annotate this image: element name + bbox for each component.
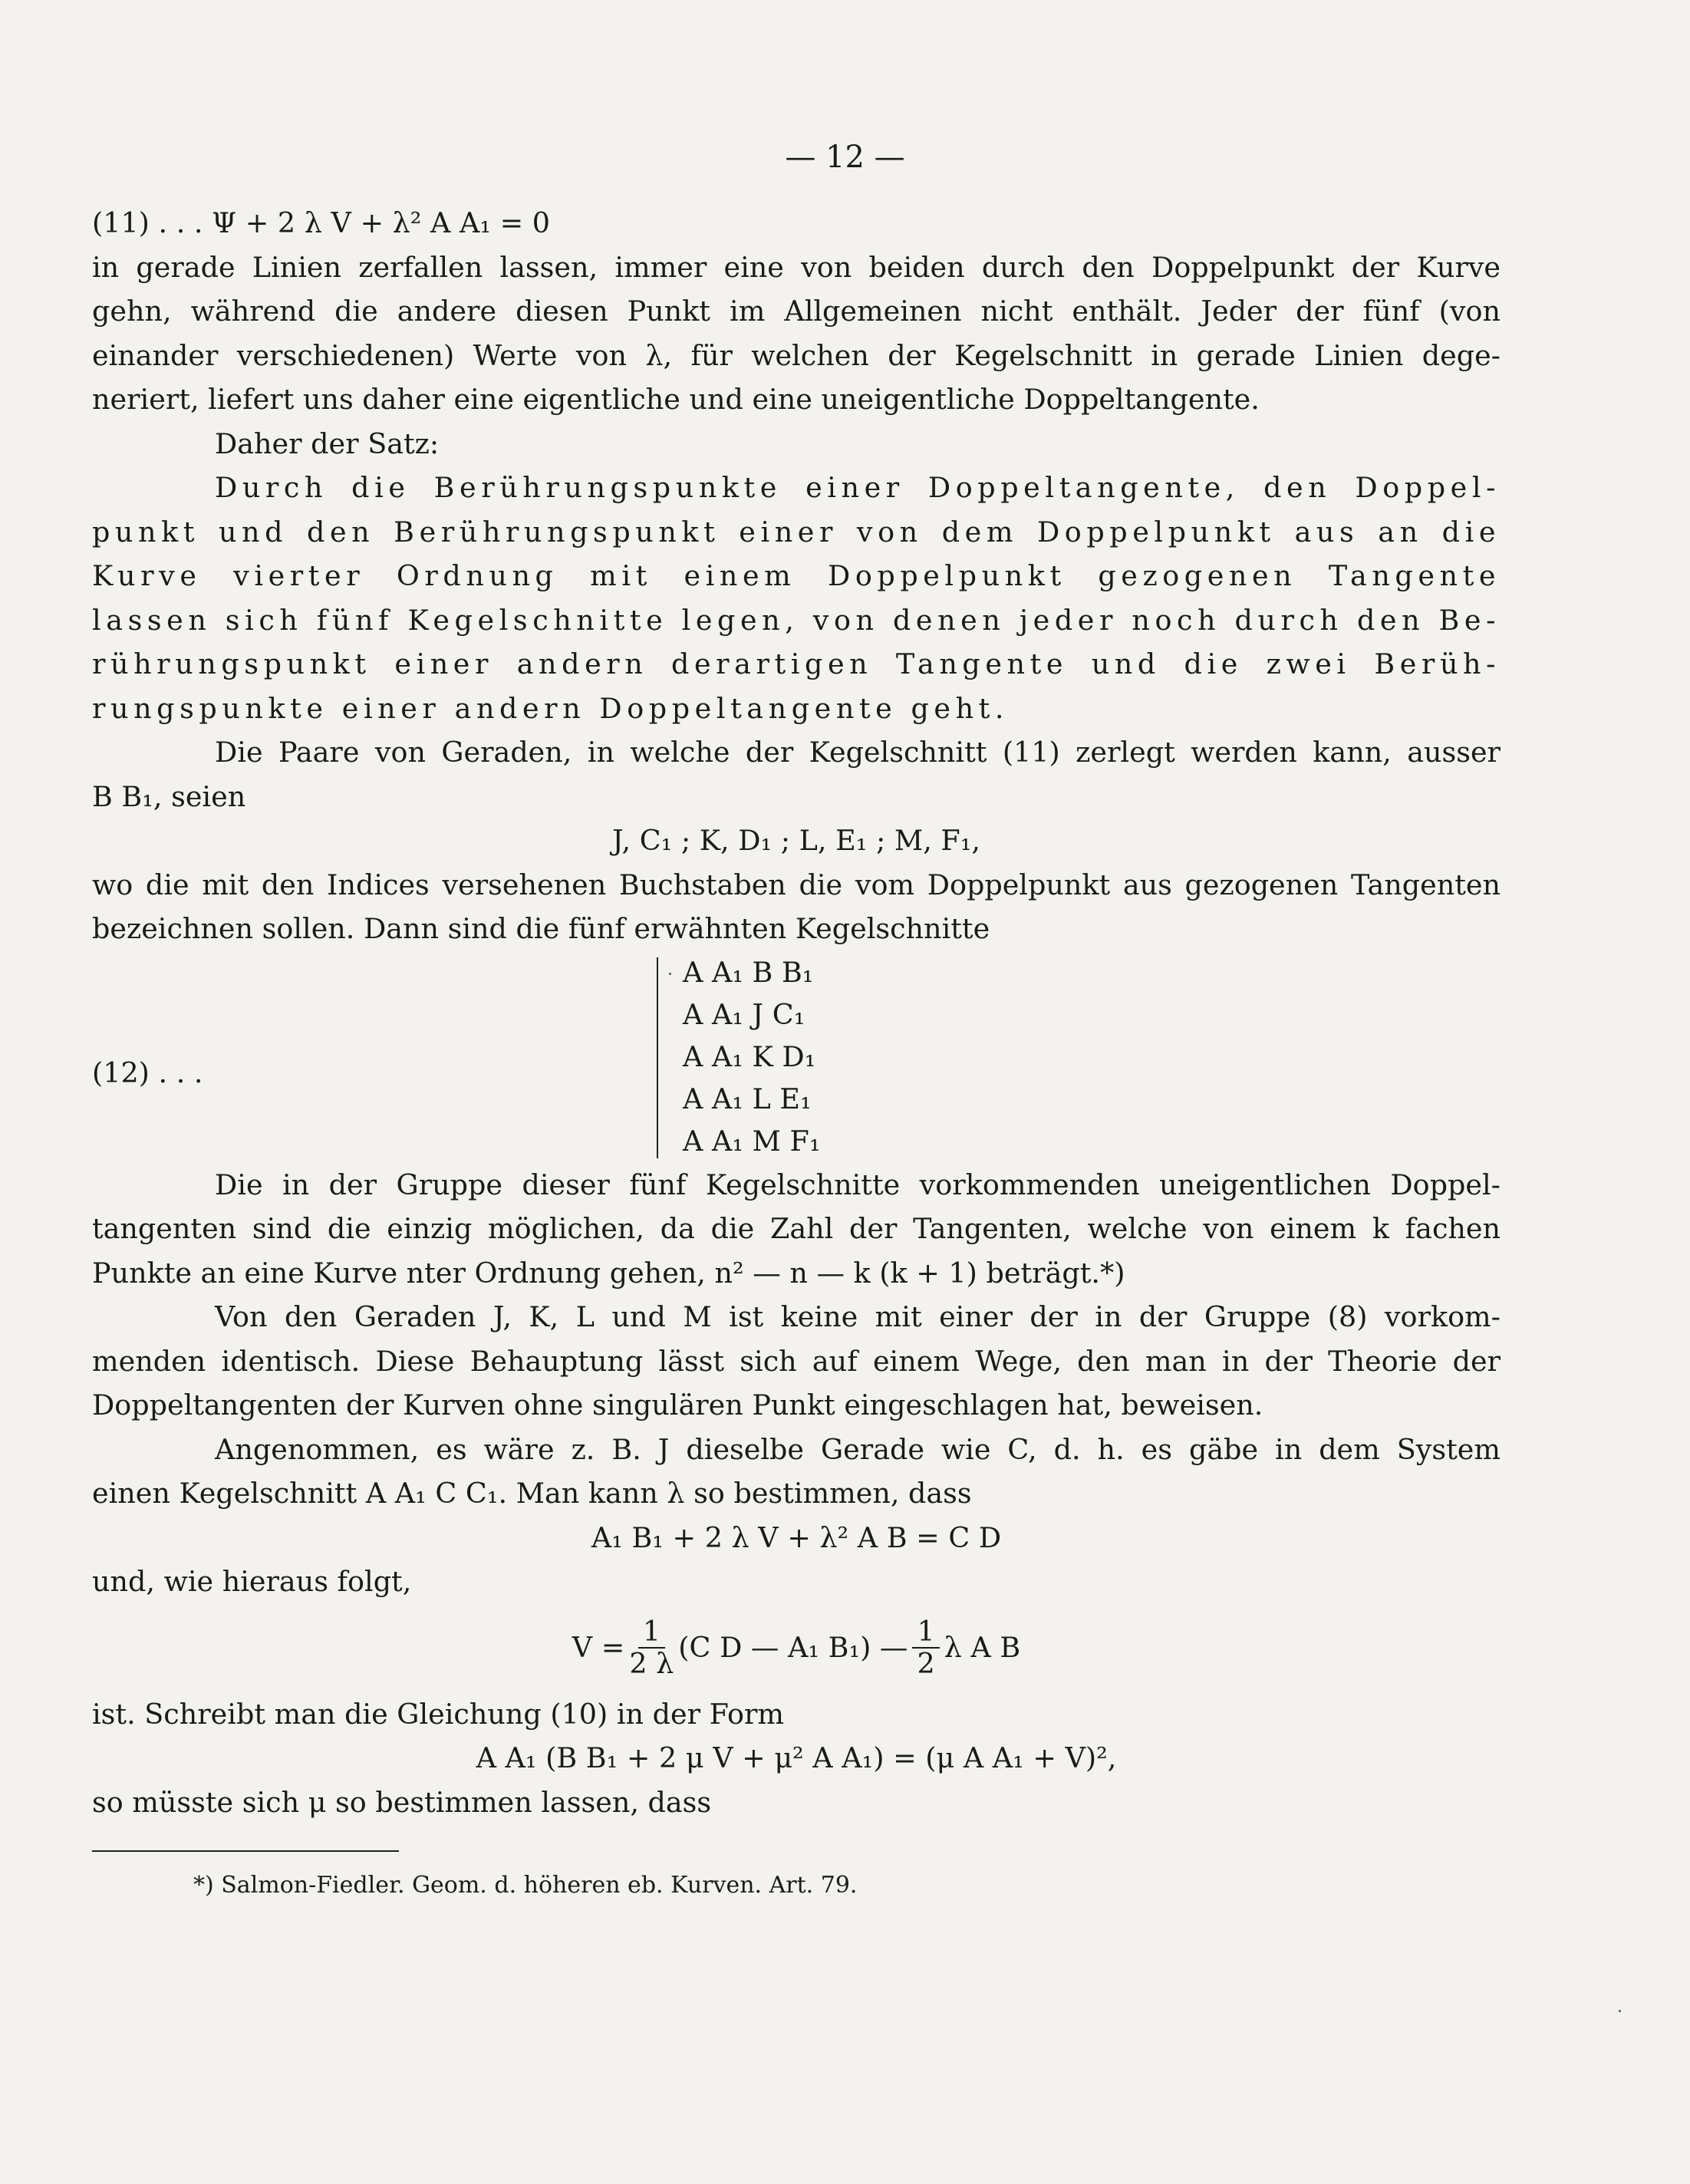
eq-part: λ A B — [944, 1631, 1021, 1665]
conic-row: A A₁ K D₁ — [683, 1039, 816, 1073]
theorem-line: rungspunkte einer andern Doppeltangente geht. — [92, 691, 1010, 725]
fraction — [629, 1616, 674, 1679]
theorem-line: Kurve vierter Ordnung mit einem Doppelpunkt gezogenen Tangente — [92, 559, 1501, 592]
text-line: menden identisch. Diese Behauptung lässt sich auf einem Wege, den man in der Theorie der — [92, 1344, 1501, 1378]
text-line: gehn, während die andere diesen Punkt im Allgemeinen nicht enthält. Jeder der fünf (von — [92, 295, 1501, 328]
theorem-line: lassen sich fünf Kegelschnitte legen, von denen jeder noch durch den Be- — [92, 603, 1501, 637]
paper-speck — [669, 973, 671, 975]
eq-part: (C D — A₁ B₁) — — [678, 1631, 908, 1665]
conic-row: A A₁ J C₁ — [683, 997, 805, 1031]
text-line: einander verschiedenen) Werte von λ, für welchen der Kegelschnitt in gerade Linien dege- — [92, 338, 1501, 372]
text-line: Von den Geraden J, K, L und M ist keine mit einer der in der Gruppe (8) vorkom- — [215, 1300, 1501, 1333]
text-line: Angenommen, es wäre z. B. J dieselbe Gerade wie C, d. h. es gäbe in dem System — [215, 1432, 1501, 1466]
text-line: bezeichnen sollen. Dann sind die fünf erwähnten Kegelschnitte — [92, 912, 990, 945]
equation-v — [92, 1604, 1501, 1692]
conic-row: A A₁ L E₁ — [683, 1082, 812, 1115]
fraction-numerator: 1 — [638, 1616, 665, 1649]
equation-bar — [657, 957, 658, 1158]
theorem-intro: Daher der Satz: — [215, 427, 440, 460]
footnote-rule — [92, 1850, 399, 1852]
eq-part: V = — [572, 1631, 625, 1665]
text-line: so müsste sich μ so bestimmen lassen, dass — [92, 1785, 712, 1819]
text-line: B B₁, seien — [92, 779, 246, 813]
text-line: einen Kegelschnitt A A₁ C C₁. Man kann λ so bestimmen, dass — [92, 1477, 972, 1510]
conic-row: A A₁ B B₁ — [683, 955, 814, 989]
text-line: Die in der Gruppe dieser fünf Kegelschnitte vorkommenden uneigentlichen Doppel- — [215, 1168, 1501, 1201]
theorem-line: Durch die Berührungspunkte einer Doppeltangente, den Doppel- — [215, 471, 1501, 504]
text-line: neriert, liefert uns daher eine eigentliche und eine uneigentliche Doppeltangente. — [92, 383, 1260, 416]
text-line: Die Paare von Geraden, in welche der Kegelschnitt (11) zerlegt werden kann, ausser — [215, 736, 1501, 769]
footnote: *) Salmon-Fiedler. Geom. d. höheren eb. Kurven. Art. 79. — [193, 1872, 858, 1899]
paper-speck — [1619, 2010, 1621, 2012]
equation: A A₁ (B B₁ + 2 μ V + μ² A A₁) = (μ A A₁ + V)², — [476, 1741, 1117, 1774]
theorem-line: punkt und den Berührungspunkt einer von dem Doppelpunkt aus an die — [92, 515, 1501, 548]
fraction-denominator: 2 λ — [629, 1647, 674, 1680]
text-line: ist. Schreibt man die Gleichung (10) in der Form — [92, 1697, 785, 1731]
equation-label: (12) . . . — [92, 1056, 203, 1089]
line-pairs: J, C₁ ; K, D₁ ; L, E₁ ; M, F₁, — [612, 824, 980, 857]
equation: A₁ B₁ + 2 λ V + λ² A B = C D — [591, 1520, 1002, 1554]
equation-12 — [92, 951, 1501, 1163]
conic-list — [683, 951, 821, 1162]
conic-row: A A₁ M F₁ — [683, 1124, 821, 1158]
body-text — [92, 201, 1501, 1824]
theorem-line: rührungspunkt einer andern derartigen Tangente und die zwei Berüh- — [92, 647, 1501, 680]
fraction — [912, 1616, 939, 1679]
text-line: Doppeltangenten der Kurven ohne singulären Punkt eingeschlagen hat, beweisen. — [92, 1388, 1263, 1421]
text-line: in gerade Linien zerfallen lassen, immer eine von beiden durch den Doppelpunkt der Kurve — [92, 250, 1501, 284]
text-line: Punkte an eine Kurve nter Ordnung gehen, n² — n — k (k + 1) beträgt.*) — [92, 1256, 1125, 1290]
fraction-numerator: 1 — [912, 1616, 939, 1649]
fraction-denominator: 2 — [917, 1647, 935, 1680]
equation-11: (11) . . . Ψ + 2 λ V + λ² A A₁ = 0 — [92, 206, 550, 239]
page-number: — 12 — — [785, 140, 905, 175]
text-line: wo die mit den Indices versehenen Buchstaben die vom Doppelpunkt aus gezogenen Tangenten — [92, 868, 1501, 901]
text-line: und, wie hieraus folgt, — [92, 1565, 412, 1598]
text-line: tangenten sind die einzig möglichen, da die Zahl der Tangenten, welche von einem k fachen — [92, 1212, 1501, 1245]
